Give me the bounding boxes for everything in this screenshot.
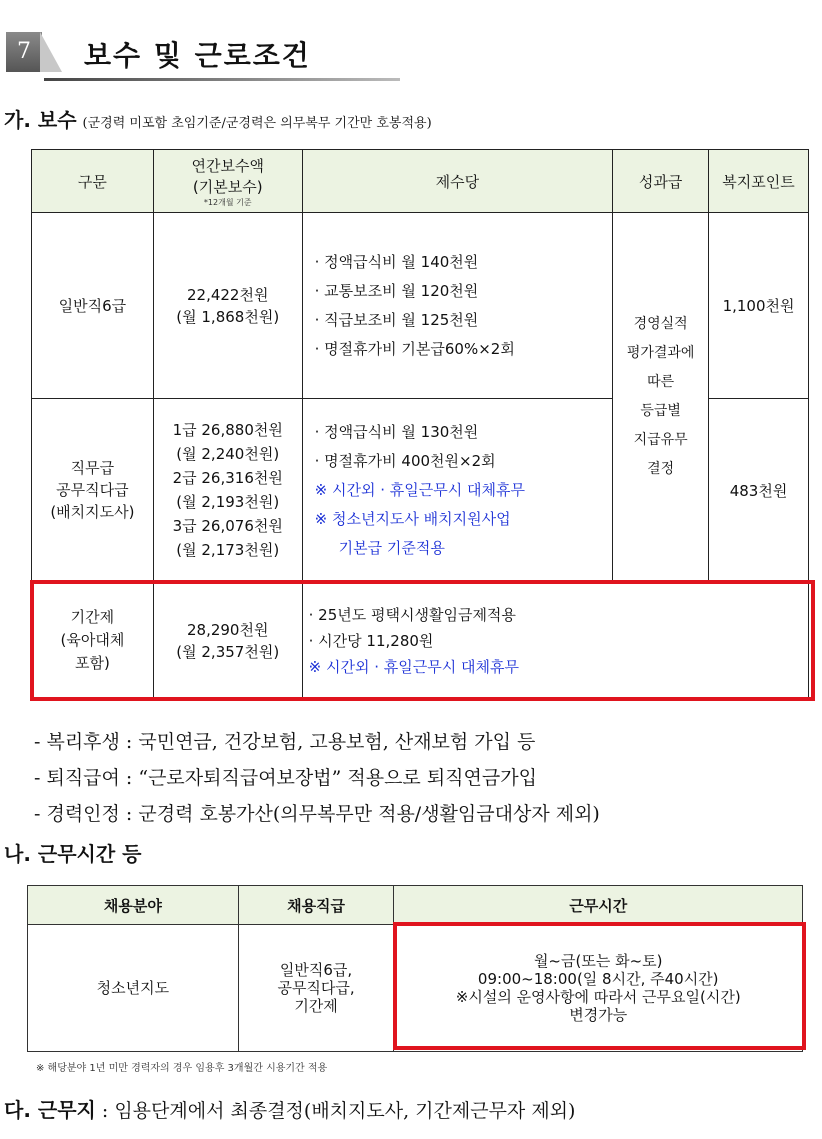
salary-line: 1급 26,880천원 xyxy=(172,421,283,439)
salary-line: (월 2,173천원) xyxy=(176,541,280,559)
row3-salary-line1: 28,290천원 xyxy=(186,620,269,639)
bonus-line: 지급유무 xyxy=(633,432,688,448)
benefit-line-career: - 경력인정 : 군경력 호봉가산(의무복무만 적용/생활임금대상자 제외) xyxy=(34,803,600,825)
row3-category-line2: (육아대체 xyxy=(60,631,125,649)
salary-line: (월 2,193천원) xyxy=(176,493,280,511)
list-item: · 시간당 11,280원 xyxy=(308,631,434,650)
section-title: 보수 및 근로조건 xyxy=(84,39,311,72)
pay-table-header xyxy=(32,150,809,213)
section-underline xyxy=(44,78,400,81)
header-salary xyxy=(153,150,302,213)
bonus-line: 경영실적 xyxy=(633,316,688,332)
work-hours-header xyxy=(28,886,803,925)
section-number: 7 xyxy=(6,32,42,72)
list-item: · 정액급식비 월 130천원 xyxy=(314,422,479,441)
row1-salary-line1: 22,422천원 xyxy=(186,285,269,304)
note-item: ※ 청소년지도사 배치지원사업 xyxy=(314,509,511,528)
subsection-hours: 나. 근무시간 등 xyxy=(4,842,142,866)
field-cell: 청소년지도 xyxy=(28,925,239,1052)
subsection-pay xyxy=(4,104,432,133)
header-grade: 채용직급 xyxy=(238,886,394,925)
header-field: 채용분야 xyxy=(28,886,239,925)
row2-category-line3: (배치지도사) xyxy=(50,503,135,521)
subsection-pay-note: (군경력 미포함 초임기준/군경력은 의무복무 기간만 호봉적용) xyxy=(82,116,432,131)
list-item: · 명절휴가비 400천원×2회 xyxy=(314,451,496,470)
hours-line: 변경가능 xyxy=(569,1006,628,1024)
subsection-workplace-text: : 임용단계에서 최종결정(배치지도사, 기간제근무자 제외) xyxy=(95,1100,576,1122)
highlight-box-hours xyxy=(393,922,806,1050)
hours-line: ※시설의 운영사항에 따라서 근무요일(시간) xyxy=(455,988,741,1006)
bonus-line: 평가결과에 xyxy=(626,345,695,361)
grade-line: 기간제 xyxy=(294,997,338,1015)
header-salary-line1: 연간보수액 xyxy=(191,156,264,175)
row2-category-line2: 공무직다급 xyxy=(56,481,129,499)
list-item: · 명절휴가비 기본급60%×2회 xyxy=(314,339,515,358)
highlight-box-fixed-term xyxy=(30,580,815,701)
row3-category-line1: 기간제 xyxy=(70,608,115,626)
grade-cell xyxy=(238,925,394,1052)
subsection-workplace-heading: 다. 근무지 xyxy=(4,1098,96,1122)
hours-line: 월~금(또는 화~토) xyxy=(533,952,663,970)
probation-footnote: ※ 해당분야 1년 미만 경력자의 경우 임용후 3개월간 시용기간 적용 xyxy=(36,1063,328,1074)
list-item: · 25년도 평택시생활임금제적용 xyxy=(308,605,516,624)
row2-category xyxy=(32,399,154,582)
header-category: 구문 xyxy=(32,150,154,213)
subsection-pay-heading: 가. 보수 xyxy=(4,108,77,132)
section-decoration xyxy=(40,32,62,72)
row1-allowances xyxy=(302,213,613,399)
row3-category-line3: 포함) xyxy=(74,654,110,672)
note-item: 기본급 기준적용 xyxy=(338,538,445,557)
note-item: ※ 시간외 · 휴일근무시 대체휴무 xyxy=(314,480,525,499)
table-row xyxy=(32,213,809,399)
bonus-line: 결정 xyxy=(647,461,675,477)
header-salary-line2: (기본보수) xyxy=(192,177,263,196)
subsection-workplace xyxy=(4,1094,575,1123)
benefit-line-welfare: - 복리후생 : 국민연금, 건강보험, 고용보험, 산재보험 가입 등 xyxy=(34,731,536,753)
row2-category-line1: 직무급 xyxy=(70,459,115,477)
section-header xyxy=(0,28,400,86)
salary-line: (월 2,240천원) xyxy=(176,445,280,463)
row2-salary xyxy=(153,399,302,582)
header-bonus: 성과급 xyxy=(613,150,709,213)
row1-category: 일반직6급 xyxy=(32,213,154,399)
benefit-line-retirement: - 퇴직급여 : “근로자퇴직급여보장법” 적용으로 퇴직연금가입 xyxy=(34,767,537,789)
row2-allowances xyxy=(302,399,613,582)
row1-welfare: 1,100천원 xyxy=(709,213,809,399)
salary-line: 2급 26,316천원 xyxy=(172,469,283,487)
list-item: · 직급보조비 월 125천원 xyxy=(314,310,479,329)
row2-welfare: 483천원 xyxy=(709,399,809,582)
bonus-line: 등급별 xyxy=(640,403,681,419)
bonus-cell xyxy=(613,213,709,582)
grade-line: 일반직6급, xyxy=(279,961,353,979)
salary-line: 3급 26,076천원 xyxy=(172,517,283,535)
list-item: · 정액급식비 월 140천원 xyxy=(314,252,479,271)
list-item: · 교통보조비 월 120천원 xyxy=(314,281,479,300)
header-salary-note: *12개월 기준 xyxy=(203,197,252,207)
grade-line: 공무직다급, xyxy=(277,979,355,997)
row1-salary xyxy=(153,213,302,399)
row1-salary-line2: (월 1,868천원) xyxy=(176,307,280,326)
row3-salary-line2: (월 2,357천원) xyxy=(176,642,280,661)
bonus-line: 따른 xyxy=(647,374,675,390)
header-allowance: 제수당 xyxy=(302,150,613,213)
hours-line: 09:00~18:00(일 8시간, 주40시간) xyxy=(477,970,719,988)
note-item: ※ 시간외 · 휴일근무시 대체휴무 xyxy=(308,657,519,676)
header-hours: 근무시간 xyxy=(394,886,803,925)
header-welfare: 복지포인트 xyxy=(709,150,809,213)
